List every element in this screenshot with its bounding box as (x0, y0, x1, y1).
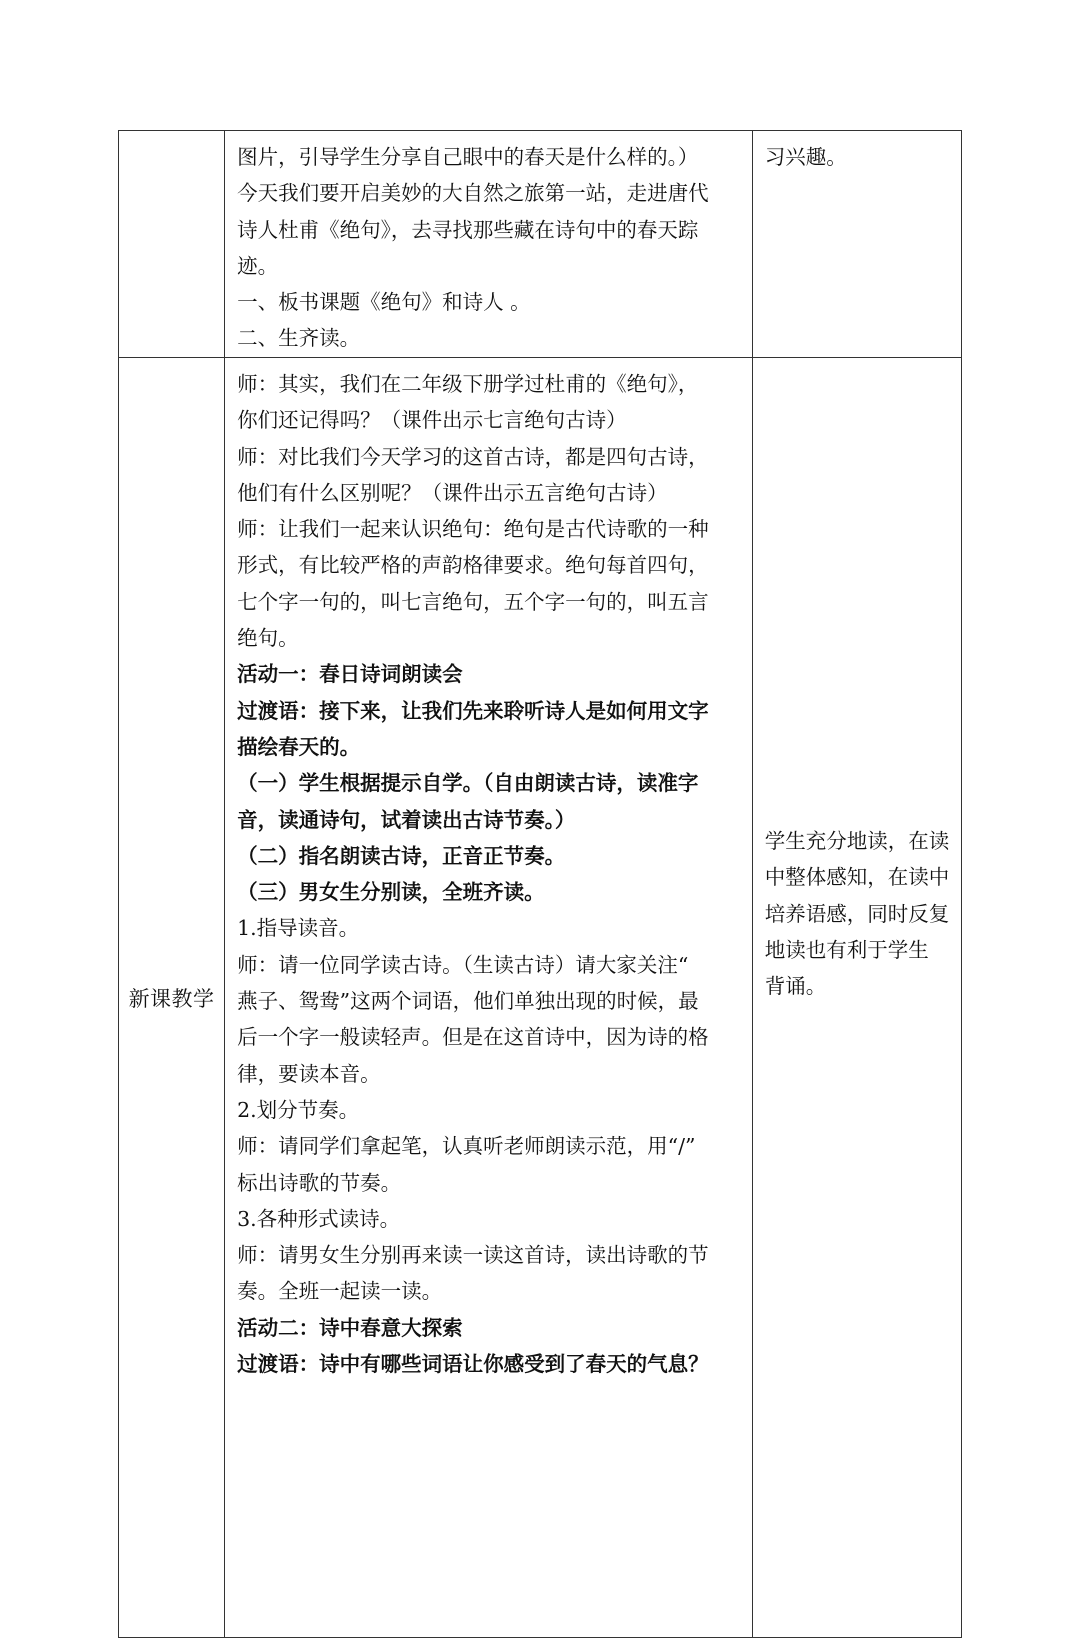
content-line: 描绘春天的。 (237, 734, 361, 759)
content-line: 律，要读本音。 (237, 1061, 381, 1086)
content-line: 过渡语：接下来，让我们先来聆听诗人是如何用文字 (237, 698, 709, 723)
content-line: 燕子、鸳鸯”这两个词语，他们单独出现的时候，最 (237, 989, 699, 1014)
content-line: 诗人杜甫《绝句》，去寻找那些藏在诗句中的春天踪 (237, 217, 699, 242)
stage-cell (119, 131, 225, 358)
content-line: 师：让我们一起来认识绝句：绝句是古代诗歌的一种 (237, 517, 709, 542)
content-line: 师：请男女生分别再来读一读这首诗，读出诗歌的节 (237, 1243, 709, 1268)
content-line: 他们有什么区别呢？（课件出示五言绝句古诗） (237, 480, 668, 505)
content-line: 音，读通诗句，试着读出古诗节奏。） (237, 807, 576, 832)
content-cell (225, 358, 753, 1638)
content-line: 2.划分节奏。 (237, 1097, 360, 1122)
table-row (119, 131, 962, 358)
content-line: 后一个字一般读轻声。但是在这首诗中，因为诗的格 (237, 1025, 709, 1050)
lesson-plan-table (118, 130, 962, 1638)
content-line: （二）指名朗读古诗，正音正节奏。 (237, 843, 566, 868)
content-line: （三）男女生分别读，全班齐读。 (237, 880, 545, 905)
content-line: 师：其实，我们在二年级下册学过杜甫的《绝句》， (237, 372, 699, 396)
content-line: 你们还记得吗？（课件出示七言绝句古诗） (237, 408, 627, 433)
activity-heading: 活动二：诗中春意大探索 (237, 1315, 463, 1340)
content-line: 师：对比我们今天学习的这首古诗，都是四句古诗， (237, 444, 709, 469)
intent-line: 学生充分地读，在读 (764, 829, 950, 853)
content-line: 师：请同学们拿起笔，认真听老师朗读示范，用“/” (237, 1134, 696, 1159)
intent-cell (752, 358, 961, 1638)
intent-line: 背诵。 (764, 974, 827, 999)
content-line: 二、生齐读。 (237, 326, 361, 351)
content-line: （一）学生根据提示自学。（自由朗读古诗，读准字 (237, 771, 699, 796)
intent-line: 习兴趣。 (764, 145, 847, 169)
content-line: 3.各种形式读诗。 (237, 1206, 401, 1231)
content-line: 标出诗歌的节奏。 (237, 1170, 402, 1195)
table-row (119, 358, 962, 1638)
content-line: 今天我们要开启美妙的大自然之旅第一站，走进唐代 (237, 181, 709, 206)
intent-line: 中整体感知，在读中 (764, 865, 950, 890)
content-cell (225, 131, 753, 358)
content-line: 绝句。 (237, 626, 299, 651)
intent-line: 培养语感，同时反复 (764, 901, 950, 926)
content-line: 1.指导读音。 (237, 916, 360, 941)
content-line: 七个字一句的，叫七言绝句，五个字一句的，叫五言 (237, 589, 709, 614)
content-line: 迹。 (237, 253, 279, 278)
intent-line: 地读也有利于学生 (764, 937, 929, 962)
content-line: 师：请一位同学读古诗。（生读古诗）请大家关注“ (237, 952, 689, 977)
content-line: 图片，引导学生分享自己眼中的春天是什么样的。） (237, 145, 699, 169)
intent-cell (752, 131, 961, 358)
content-line: 过渡语：诗中有哪些词语让你感受到了春天的气息？ (237, 1352, 709, 1377)
stage-cell: 新课教学 (119, 358, 225, 1638)
content-line: 奏。全班一起读一读。 (237, 1279, 443, 1304)
activity-heading: 活动一：春日诗词朗读会 (237, 662, 463, 687)
content-line: 一、板书课题《绝句》和诗人 。 (237, 290, 531, 315)
content-line: 形式，有比较严格的声韵格律要求。绝句每首四句， (237, 553, 709, 578)
